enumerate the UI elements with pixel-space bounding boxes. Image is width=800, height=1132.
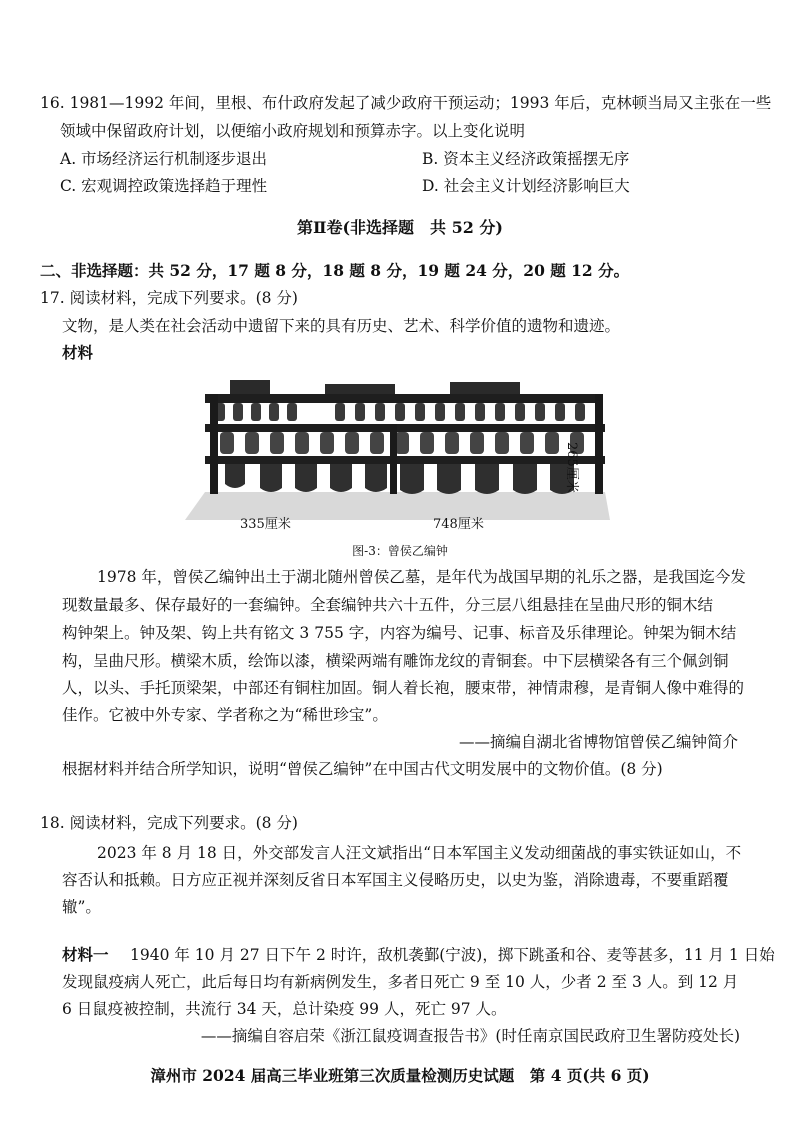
q16-option-d: D. 社会主义计划经济影响巨大 bbox=[422, 177, 630, 195]
q17-task: 根据材料并结合所学知识，说明“曾侯乙编钟”在中国古代文明发展中的文物价值。(8 分) bbox=[62, 760, 663, 778]
q17-heading: 17. 阅读材料，完成下列要求。(8 分) bbox=[40, 289, 298, 307]
q16-option-a: A. 市场经济运行机制逐步退出 bbox=[60, 150, 268, 168]
q16-stem-line2: 领域中保留政府计划，以便缩小政府规划和预算赤字。以上变化说明 bbox=[60, 122, 526, 140]
q17-paragraph-line6: 佳作。它被中外专家、学者称之为“稀世珍宝”。 bbox=[62, 706, 388, 724]
q17-definition: 文物，是人类在社会活动中遗留下来的具有历史、艺术、科学价值的遗物和遗迹。 bbox=[62, 317, 621, 335]
q17-paragraph-line2: 现数量最多、保存最好的一套编钟。全套编钟共六十五件，分三层八组悬挂在呈曲尺形的铜木结 bbox=[62, 596, 714, 614]
figure-depth-label: 335厘米 bbox=[240, 517, 291, 532]
q16-stem-line1: 16. 1981—1992 年间，里根、布什政府发起了减少政府干预运动；1993 年后，克林顿当局又主张在一些 bbox=[40, 94, 772, 112]
bianzhong-figure bbox=[185, 372, 615, 532]
q17-paragraph-line3: 构钟架上。钟及架、钩上共有铭文 3 755 字，内容为编号、记事、标音及乐律理论。钟架为铜木结 bbox=[62, 624, 737, 642]
q17-paragraph-line1: 1978 年，曾侯乙编钟出土于湖北随州曾侯乙墓，是年代为战国早期的礼乐之器，是我国迄今发 bbox=[97, 568, 746, 586]
bianzhong-illustration bbox=[185, 372, 615, 527]
q18-heading: 18. 阅读材料，完成下列要求。(8 分) bbox=[40, 814, 298, 832]
q17-material-label: 材料 bbox=[62, 343, 94, 362]
section-intro: 二、非选择题：共 52 分，17 题 8 分，18 题 8 分，19 题 24 分，20 题 12 分。 bbox=[40, 261, 630, 280]
figure-caption: 图-3：曾侯乙编钟 bbox=[352, 544, 448, 558]
q18-material1-line1: 1940 年 10 月 27 日下午 2 时许，敌机袭鄞(宁波)，掷下跳蚤和谷、麦等甚多，11 月 1 日始 bbox=[130, 946, 775, 964]
q18-paragraph-line1: 2023 年 8 月 18 日，外交部发言人汪文斌指出“日本军国主义发动细菌战的事实铁证如山，不 bbox=[97, 844, 742, 862]
figure-height-label: 265厘米 bbox=[564, 442, 579, 493]
q18-paragraph-line3: 辙”。 bbox=[62, 898, 101, 916]
q18-paragraph-line2: 容否认和抵赖。日方应正视并深刻反省日本军国主义侵略历史，以史为鉴，消除遗毒，不要重蹈覆 bbox=[62, 871, 729, 889]
q18-material1-label: 材料一 bbox=[62, 945, 109, 964]
q18-material1-line3: 6 日鼠疫被控制，共流行 34 天，总计染疫 99 人，死亡 97 人。 bbox=[62, 1000, 507, 1018]
q16-option-b: B. 资本主义经济政策摇摆无序 bbox=[422, 150, 630, 168]
q16-option-c: C. 宏观调控政策选择趋于理性 bbox=[60, 177, 268, 195]
q17-source: ——摘编自湖北省博物馆曾侯乙编钟简介 bbox=[458, 733, 738, 751]
q18-source: ——摘编自容启荣《浙江鼠疫调查报告书》(时任南京国民政府卫生署防疫处长) bbox=[200, 1027, 740, 1045]
q17-paragraph-line4: 构，呈曲尺形。横梁木质，绘饰以漆，横梁两端有雕饰龙纹的青铜套。中下层横梁各有三个佩剑铜 bbox=[62, 652, 729, 670]
page-footer: 漳州市 2024 届高三毕业班第三次质量检测历史试题 第 4 页(共 6 页) bbox=[150, 1066, 650, 1085]
q17-paragraph-line5: 人，以头、手托顶梁架，中部还有铜柱加固。铜人着长袍，腰束带，神情肃穆，是青铜人像中难得的 bbox=[62, 679, 745, 697]
section-title: 第Ⅱ卷(非选择题 共 52 分) bbox=[296, 218, 504, 237]
q18-material1-line2: 发现鼠疫病人死亡，此后每日均有新病例发生，多者日死亡 9 至 10 人，少者 2 至 3 人。到 12 月 bbox=[62, 973, 739, 991]
figure-width-label: 748厘米 bbox=[433, 517, 484, 532]
